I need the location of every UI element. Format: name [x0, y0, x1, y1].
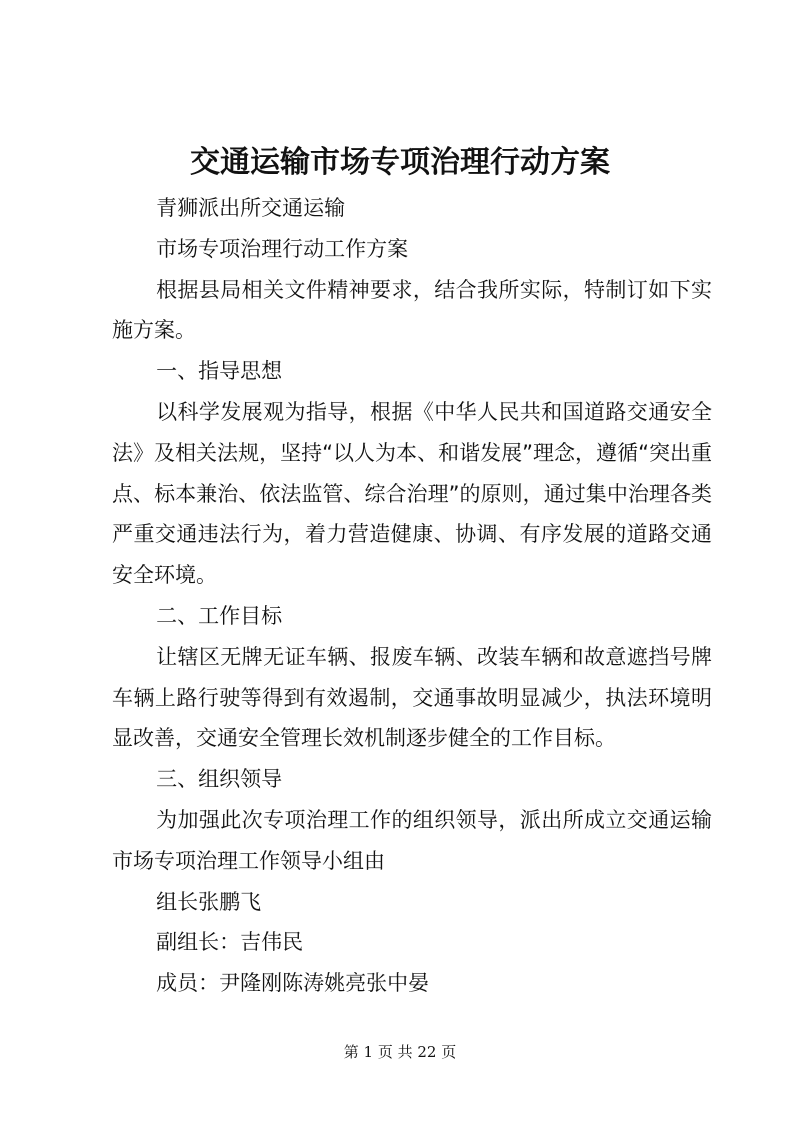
paragraph-plan-name: 市场专项治理行动工作方案	[156, 236, 409, 261]
section-heading-guiding-ideology: 一、指导思想	[156, 359, 283, 384]
document-body	[112, 188, 712, 1004]
paragraph-work-goals: 让辖区无牌无证车辆、报废车辆、改装车辆和故意遮挡号牌车辆上路行驶等得到有效遏制，交通事故明显减少，执法环境明显改善，交通安全管理长效机制逐步健全的工作目标。	[112, 644, 712, 751]
paragraph-organization: 为加强此次专项治理工作的组织领导，派出所成立交通运输市场专项治理工作领导小组由	[112, 807, 712, 873]
paragraph-police-station: 青狮派出所交通运输	[156, 196, 346, 220]
paragraph-team-leader: 组长张鹏飞	[156, 889, 262, 914]
paragraph-members: 成员：尹隆刚陈涛姚亮张中晏	[156, 971, 430, 996]
section-heading-organization: 三、组织领导	[156, 767, 283, 792]
document-title: 交通运输市场专项治理行动方案	[190, 145, 610, 180]
section-heading-work-goals: 二、工作目标	[156, 603, 283, 628]
paragraph-deputy-leader: 副组长：吉伟民	[156, 930, 304, 955]
page-number-footer: 第 1 页 共 22 页	[343, 1043, 457, 1061]
paragraph-intro: 根据县局相关文件精神要求，结合我所实际，特制订如下实施方案。	[112, 277, 712, 343]
paragraph-guiding-ideology: 以科学发展观为指导，根据《中华人民共和国道路交通安全法》及相关法规，坚持“以人为本、和谐发展”理念，遵循“突出重点、标本兼治、依法监管、综合治理”的原则，通过集中治理各类严重交通违法行为，着力营造健康、协调、有序发展的道路交通安全环境。	[112, 399, 712, 588]
